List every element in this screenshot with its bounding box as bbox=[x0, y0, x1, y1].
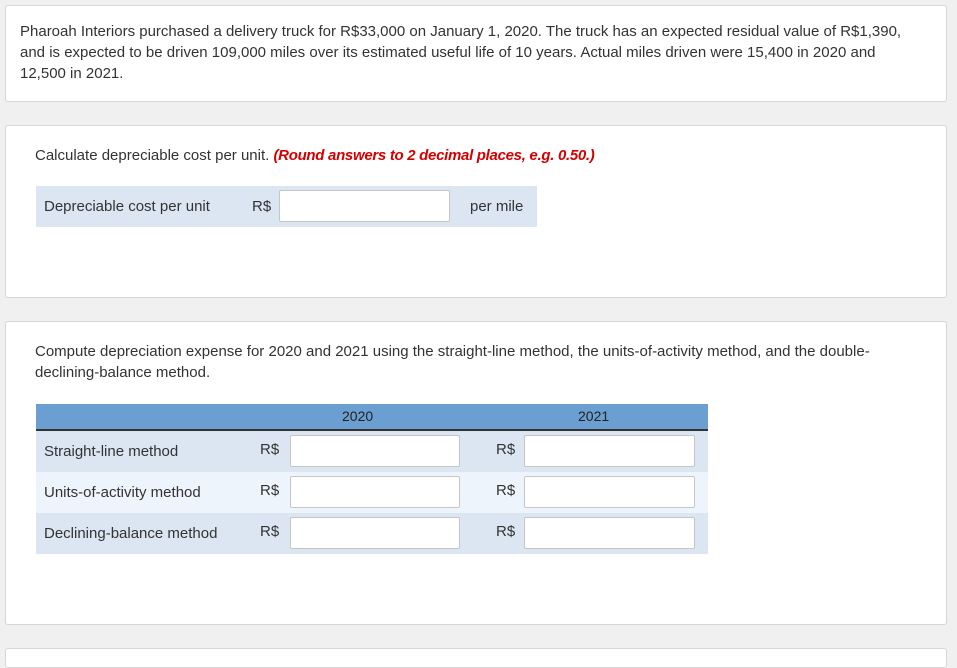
table-row bbox=[36, 431, 708, 472]
header-2020: 2020 bbox=[342, 408, 374, 424]
part1-instruction-text: Calculate depreciable cost per unit. bbox=[35, 147, 270, 164]
depreciable-cost-label: Depreciable cost per unit bbox=[44, 198, 210, 215]
currency-label: R$ bbox=[496, 441, 516, 458]
currency-label: R$ bbox=[496, 523, 516, 540]
currency-label: R$ bbox=[260, 482, 280, 499]
part1-instruction bbox=[35, 145, 915, 166]
depreciation-table bbox=[36, 404, 708, 554]
header-2021: 2021 bbox=[578, 408, 610, 424]
currency-label: R$ bbox=[252, 198, 272, 215]
straight-line-2021-input[interactable] bbox=[524, 435, 695, 467]
part1-card bbox=[5, 125, 947, 298]
depreciable-cost-row bbox=[36, 186, 537, 227]
table-header bbox=[36, 404, 708, 431]
units-of-activity-2020-input[interactable] bbox=[290, 476, 460, 508]
row-label-declining-balance: Declining-balance method bbox=[44, 525, 218, 542]
declining-balance-2020-input[interactable] bbox=[290, 517, 460, 549]
straight-line-2020-input[interactable] bbox=[290, 435, 460, 467]
unit-label: per mile bbox=[470, 198, 524, 215]
row-label-units-of-activity: Units-of-activity method bbox=[44, 484, 201, 501]
table-row bbox=[36, 513, 708, 554]
currency-label: R$ bbox=[260, 441, 280, 458]
declining-balance-2021-input[interactable] bbox=[524, 517, 695, 549]
part2-instruction: Compute depreciation expense for 2020 and 2021 using the straight-line method, the units-of-activity method, and the double-declining-balance method. bbox=[35, 343, 870, 381]
next-card-edge bbox=[5, 648, 947, 668]
rounding-hint: (Round answers to 2 decimal places, e.g. 0.50.) bbox=[273, 147, 595, 164]
part2-card bbox=[5, 321, 947, 625]
problem-text: Pharoah Interiors purchased a delivery truck for R$33,000 on January 1, 2020. The truck has an expected residual value of R$1,390, and is expected to be driven 109,000 miles over its estimated useful life of 10 years. Actual miles driven were 15,400 in 2020 and 12,500 in 2021. bbox=[20, 23, 902, 82]
currency-label: R$ bbox=[496, 482, 516, 499]
units-of-activity-2021-input[interactable] bbox=[524, 476, 695, 508]
table-row bbox=[36, 472, 708, 513]
depreciable-cost-input[interactable] bbox=[279, 190, 450, 222]
row-label-straight-line: Straight-line method bbox=[44, 443, 179, 460]
problem-card bbox=[5, 5, 947, 102]
currency-label: R$ bbox=[260, 523, 280, 540]
